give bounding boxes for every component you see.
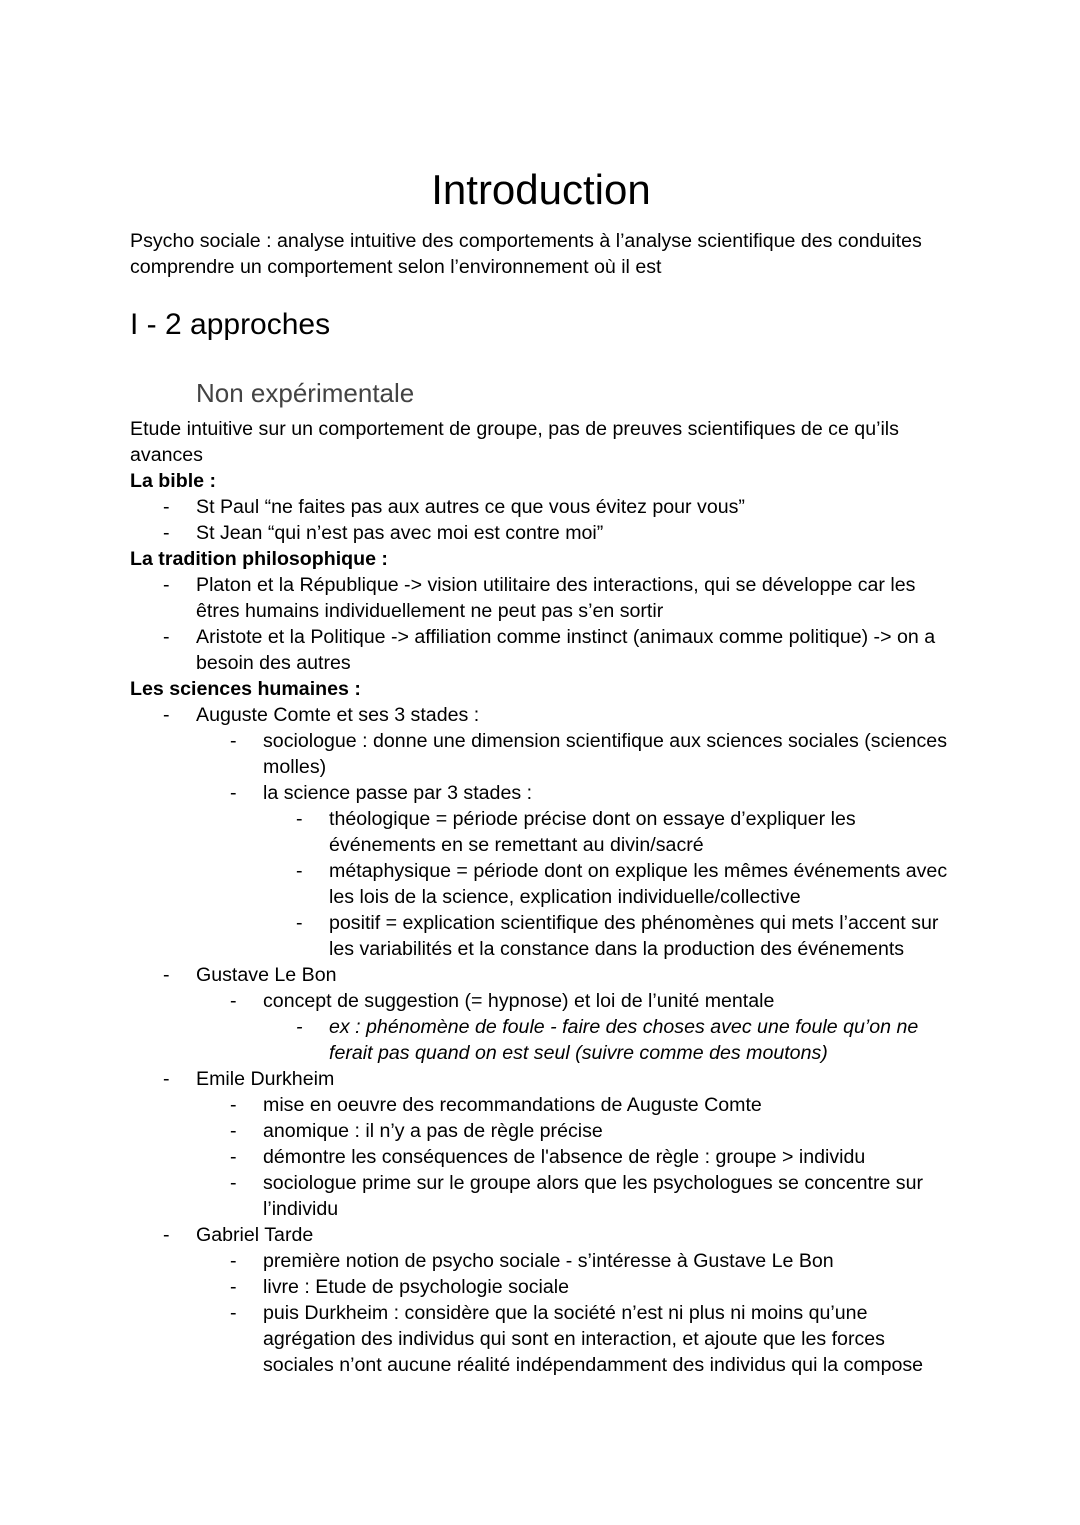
list-marker: - bbox=[230, 1172, 237, 1194]
intro-paragraph: Psycho sociale : analyse intuitive des comportements à l’analyse scientifique des conduites comprendre un comportement selon l’environnement où il est bbox=[130, 230, 922, 278]
list-marker: - bbox=[163, 626, 170, 648]
section-heading-approches: I - 2 approches bbox=[130, 308, 331, 341]
list-marker: - bbox=[296, 912, 303, 934]
list-item bbox=[130, 702, 952, 728]
document-title: Introduction bbox=[431, 166, 651, 213]
list-item bbox=[130, 572, 952, 624]
list-item bbox=[130, 624, 952, 676]
list-marker: - bbox=[163, 1068, 170, 1090]
list-marker: - bbox=[230, 1302, 237, 1324]
bold-label-tradition-philosophique: La tradition philosophique : bbox=[130, 548, 388, 570]
list-item-text: mise en oeuvre des recommandations de Auguste Comte bbox=[263, 1094, 762, 1116]
list-marker: - bbox=[296, 1016, 303, 1038]
list-item-text: Aristote et la Politique -> affiliation comme instinct (animaux comme politique) -> on a besoin des autres bbox=[196, 626, 936, 674]
list-marker: - bbox=[296, 808, 303, 830]
list-item-text: Platon et la République -> vision utilitaire des interactions, qui se développe car les êtres humains individuellement ne peut pas s’en sortir bbox=[196, 574, 916, 622]
list-item-text: puis Durkheim : considère que la société n’est ni plus ni moins qu’une agrégation des individus qui sont en interaction, et ajoute que les forces sociales n’ont aucune réalité indépendamment des individus qui la compose bbox=[263, 1302, 924, 1376]
list-item bbox=[130, 962, 952, 988]
list-item bbox=[130, 858, 952, 910]
list-item bbox=[130, 806, 952, 858]
list-marker: - bbox=[163, 522, 170, 544]
bold-label-la-bible: La bible : bbox=[130, 470, 217, 492]
list-item bbox=[130, 520, 952, 546]
list-item-text: ex : phénomène de foule - faire des choses avec une foule qu’on ne ferait pas quand on est seul (suivre comme des moutons) bbox=[329, 1016, 919, 1064]
list-marker: - bbox=[230, 1276, 237, 1298]
list-item-text: concept de suggestion (= hypnose) et loi de l’unité mentale bbox=[263, 990, 775, 1012]
list-item-text: sociologue : donne une dimension scientifique aux sciences sociales (sciences molles) bbox=[263, 730, 948, 778]
list-marker: - bbox=[230, 1094, 237, 1116]
list-marker: - bbox=[163, 1224, 170, 1246]
list-marker: - bbox=[163, 964, 170, 986]
list-item bbox=[130, 1144, 952, 1170]
list-item-text: St Jean “qui n’est pas avec moi est contre moi” bbox=[196, 522, 604, 544]
list-marker: - bbox=[230, 1146, 237, 1168]
list-item bbox=[130, 1300, 952, 1378]
list-item-text: anomique : il n’y a pas de règle précise bbox=[263, 1120, 603, 1142]
list-item bbox=[130, 728, 952, 780]
list-item bbox=[130, 988, 952, 1014]
list-item-text: Gabriel Tarde bbox=[196, 1224, 314, 1246]
list-item bbox=[130, 1092, 952, 1118]
list-item bbox=[130, 780, 952, 806]
paragraph-etude-intuitive: Etude intuitive sur un comportement de groupe, pas de preuves scientifiques de ce qu’ils avances bbox=[130, 418, 899, 466]
list-item-text: métaphysique = période dont on explique les mêmes événements avec les lois de la science, explication individuelle/collective bbox=[329, 860, 948, 908]
list-item bbox=[130, 1222, 952, 1248]
list-item bbox=[130, 1118, 952, 1144]
list-marker: - bbox=[296, 860, 303, 882]
list-item-text: théologique = période précise dont on essaye d’expliquer les événements en se remettant au divin/sacré bbox=[329, 808, 856, 856]
list-item-text: démontre les conséquences de l'absence de règle : groupe > individu bbox=[263, 1146, 866, 1168]
list-marker: - bbox=[163, 704, 170, 726]
list-item-text: Auguste Comte et ses 3 stades : bbox=[196, 704, 480, 726]
list-item-text: livre : Etude de psychologie sociale bbox=[263, 1276, 570, 1298]
list-item-text: Emile Durkheim bbox=[196, 1068, 335, 1090]
list-marker: - bbox=[230, 1120, 237, 1142]
list-item-text: St Paul “ne faites pas aux autres ce que vous évitez pour vous” bbox=[196, 496, 745, 518]
list-item bbox=[130, 1248, 952, 1274]
list-item bbox=[130, 494, 952, 520]
list-marker: - bbox=[163, 574, 170, 596]
list-item bbox=[130, 1066, 952, 1092]
list-item-text: la science passe par 3 stades : bbox=[263, 782, 533, 804]
list-item bbox=[130, 1274, 952, 1300]
list-marker: - bbox=[163, 496, 170, 518]
list-marker: - bbox=[230, 1250, 237, 1272]
subsection-heading-non-experimentale: Non expérimentale bbox=[196, 378, 415, 408]
list-item-text: Gustave Le Bon bbox=[196, 964, 337, 986]
list-item-example bbox=[130, 1014, 952, 1066]
list-item-text: sociologue prime sur le groupe alors que les psychologues se concentre sur l’individu bbox=[263, 1172, 924, 1220]
bold-label-sciences-humaines: Les sciences humaines : bbox=[130, 678, 361, 700]
list-item-text: première notion de psycho sociale - s’intéresse à Gustave Le Bon bbox=[263, 1250, 834, 1272]
list-item bbox=[130, 910, 952, 962]
list-marker: - bbox=[230, 990, 237, 1012]
list-item-text: positif = explication scientifique des phénomènes qui mets l’accent sur les variabilités et la constance dans la production des événements bbox=[329, 912, 939, 960]
list-item bbox=[130, 1170, 952, 1222]
list-marker: - bbox=[230, 730, 237, 752]
list-marker: - bbox=[230, 782, 237, 804]
